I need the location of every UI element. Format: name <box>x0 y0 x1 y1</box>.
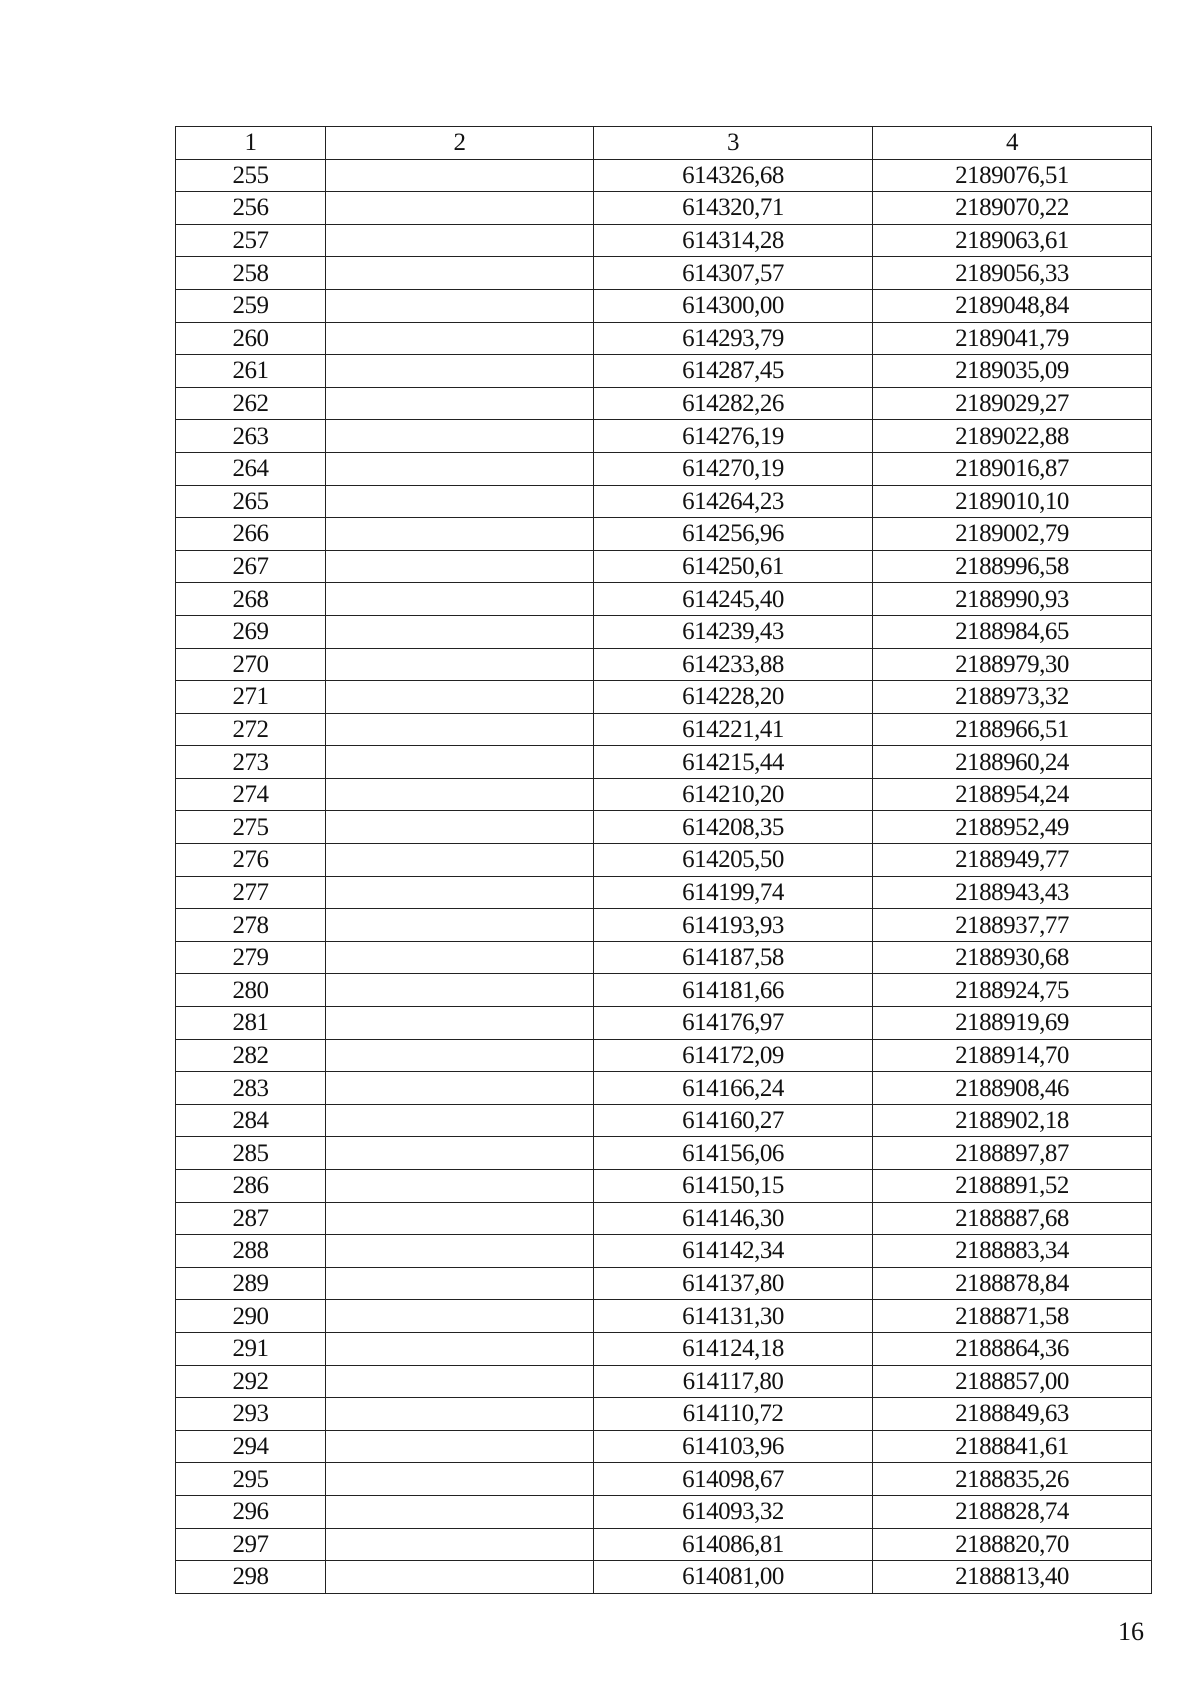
table-row <box>176 583 1152 616</box>
column-header-1: 1 <box>176 127 326 160</box>
table-row <box>176 1267 1152 1300</box>
x-coordinate-cell: 614176,97 <box>594 1007 873 1040</box>
description-cell <box>326 1332 594 1365</box>
y-coordinate-cell: 2189056,33 <box>873 257 1152 290</box>
y-coordinate-cell: 2188960,24 <box>873 746 1152 779</box>
column-header-2: 2 <box>326 127 594 160</box>
table-row <box>176 746 1152 779</box>
description-cell <box>326 909 594 942</box>
y-coordinate-cell: 2188990,93 <box>873 583 1152 616</box>
description-cell <box>326 224 594 257</box>
point-number-cell: 255 <box>176 159 326 192</box>
x-coordinate-cell: 614156,06 <box>594 1137 873 1170</box>
table-row <box>176 1300 1152 1333</box>
description-cell <box>326 192 594 225</box>
x-coordinate-cell: 614172,09 <box>594 1039 873 1072</box>
y-coordinate-cell: 2189076,51 <box>873 159 1152 192</box>
point-number-cell: 262 <box>176 387 326 420</box>
y-coordinate-cell: 2188828,74 <box>873 1495 1152 1528</box>
point-number-cell: 282 <box>176 1039 326 1072</box>
x-coordinate-cell: 614276,19 <box>594 420 873 453</box>
y-coordinate-cell: 2188984,65 <box>873 615 1152 648</box>
column-header-4: 4 <box>873 127 1152 160</box>
point-number-cell: 268 <box>176 583 326 616</box>
table-row <box>176 1430 1152 1463</box>
table-row <box>176 1332 1152 1365</box>
x-coordinate-cell: 614233,88 <box>594 648 873 681</box>
description-cell <box>326 257 594 290</box>
table-row <box>176 289 1152 322</box>
y-coordinate-cell: 2188871,58 <box>873 1300 1152 1333</box>
y-coordinate-cell: 2189035,09 <box>873 355 1152 388</box>
x-coordinate-cell: 614205,50 <box>594 844 873 877</box>
y-coordinate-cell: 2188883,34 <box>873 1235 1152 1268</box>
point-number-cell: 286 <box>176 1170 326 1203</box>
y-coordinate-cell: 2188820,70 <box>873 1528 1152 1561</box>
x-coordinate-cell: 614199,74 <box>594 876 873 909</box>
x-coordinate-cell: 614086,81 <box>594 1528 873 1561</box>
y-coordinate-cell: 2189029,27 <box>873 387 1152 420</box>
description-cell <box>326 322 594 355</box>
table-row <box>176 713 1152 746</box>
x-coordinate-cell: 614256,96 <box>594 518 873 551</box>
table-row <box>176 224 1152 257</box>
point-number-cell: 263 <box>176 420 326 453</box>
description-cell <box>326 1137 594 1170</box>
table-row <box>176 192 1152 225</box>
description-cell <box>326 1495 594 1528</box>
x-coordinate-cell: 614181,66 <box>594 974 873 1007</box>
y-coordinate-cell: 2188924,75 <box>873 974 1152 1007</box>
y-coordinate-cell: 2188943,43 <box>873 876 1152 909</box>
point-number-cell: 285 <box>176 1137 326 1170</box>
column-header-3: 3 <box>594 127 873 160</box>
y-coordinate-cell: 2189070,22 <box>873 192 1152 225</box>
y-coordinate-cell: 2188954,24 <box>873 778 1152 811</box>
description-cell <box>326 1463 594 1496</box>
y-coordinate-cell: 2189022,88 <box>873 420 1152 453</box>
table-body <box>176 159 1152 1593</box>
x-coordinate-cell: 614282,26 <box>594 387 873 420</box>
table-row <box>176 550 1152 583</box>
description-cell <box>326 387 594 420</box>
y-coordinate-cell: 2188979,30 <box>873 648 1152 681</box>
x-coordinate-cell: 614307,57 <box>594 257 873 290</box>
table-row <box>176 355 1152 388</box>
point-number-cell: 272 <box>176 713 326 746</box>
x-coordinate-cell: 614208,35 <box>594 811 873 844</box>
table-row <box>176 387 1152 420</box>
point-number-cell: 279 <box>176 941 326 974</box>
point-number-cell: 269 <box>176 615 326 648</box>
point-number-cell: 283 <box>176 1072 326 1105</box>
x-coordinate-cell: 614300,00 <box>594 289 873 322</box>
x-coordinate-cell: 614320,71 <box>594 192 873 225</box>
description-cell <box>326 648 594 681</box>
description-cell <box>326 811 594 844</box>
point-number-cell: 266 <box>176 518 326 551</box>
y-coordinate-cell: 2188930,68 <box>873 941 1152 974</box>
point-number-cell: 274 <box>176 778 326 811</box>
point-number-cell: 281 <box>176 1007 326 1040</box>
table-row <box>176 1398 1152 1431</box>
y-coordinate-cell: 2188813,40 <box>873 1561 1152 1594</box>
table-row <box>176 974 1152 1007</box>
description-cell <box>326 1365 594 1398</box>
x-coordinate-cell: 614221,41 <box>594 713 873 746</box>
x-coordinate-cell: 614264,23 <box>594 485 873 518</box>
x-coordinate-cell: 614239,43 <box>594 615 873 648</box>
point-number-cell: 256 <box>176 192 326 225</box>
description-cell <box>326 974 594 1007</box>
y-coordinate-cell: 2188996,58 <box>873 550 1152 583</box>
y-coordinate-cell: 2188864,36 <box>873 1332 1152 1365</box>
description-cell <box>326 713 594 746</box>
table-row <box>176 322 1152 355</box>
point-number-cell: 292 <box>176 1365 326 1398</box>
point-number-cell: 275 <box>176 811 326 844</box>
point-number-cell: 297 <box>176 1528 326 1561</box>
point-number-cell: 288 <box>176 1235 326 1268</box>
description-cell <box>326 1202 594 1235</box>
point-number-cell: 260 <box>176 322 326 355</box>
y-coordinate-cell: 2188966,51 <box>873 713 1152 746</box>
x-coordinate-cell: 614215,44 <box>594 746 873 779</box>
x-coordinate-cell: 614160,27 <box>594 1104 873 1137</box>
x-coordinate-cell: 614110,72 <box>594 1398 873 1431</box>
description-cell <box>326 1528 594 1561</box>
point-number-cell: 271 <box>176 681 326 714</box>
x-coordinate-cell: 614142,34 <box>594 1235 873 1268</box>
page-number: 16 <box>1118 1617 1144 1646</box>
point-number-cell: 273 <box>176 746 326 779</box>
description-cell <box>326 583 594 616</box>
point-number-cell: 293 <box>176 1398 326 1431</box>
x-coordinate-cell: 614131,30 <box>594 1300 873 1333</box>
y-coordinate-cell: 2188849,63 <box>873 1398 1152 1431</box>
table-row <box>176 1202 1152 1235</box>
y-coordinate-cell: 2188891,52 <box>873 1170 1152 1203</box>
y-coordinate-cell: 2188857,00 <box>873 1365 1152 1398</box>
description-cell <box>326 452 594 485</box>
point-number-cell: 289 <box>176 1267 326 1300</box>
table-row <box>176 648 1152 681</box>
point-number-cell: 259 <box>176 289 326 322</box>
point-number-cell: 257 <box>176 224 326 257</box>
x-coordinate-cell: 614146,30 <box>594 1202 873 1235</box>
x-coordinate-cell: 614250,61 <box>594 550 873 583</box>
table-row <box>176 1495 1152 1528</box>
description-cell <box>326 844 594 877</box>
description-cell <box>326 1235 594 1268</box>
point-number-cell: 264 <box>176 452 326 485</box>
x-coordinate-cell: 614098,67 <box>594 1463 873 1496</box>
x-coordinate-cell: 614093,32 <box>594 1495 873 1528</box>
point-number-cell: 276 <box>176 844 326 877</box>
table-row <box>176 1104 1152 1137</box>
y-coordinate-cell: 2188914,70 <box>873 1039 1152 1072</box>
description-cell <box>326 159 594 192</box>
description-cell <box>326 1170 594 1203</box>
x-coordinate-cell: 614166,24 <box>594 1072 873 1105</box>
description-cell <box>326 1267 594 1300</box>
table-row <box>176 1528 1152 1561</box>
y-coordinate-cell: 2188887,68 <box>873 1202 1152 1235</box>
point-number-cell: 267 <box>176 550 326 583</box>
table-row <box>176 1039 1152 1072</box>
point-number-cell: 278 <box>176 909 326 942</box>
description-cell <box>326 746 594 779</box>
description-cell <box>326 615 594 648</box>
y-coordinate-cell: 2188952,49 <box>873 811 1152 844</box>
description-cell <box>326 1561 594 1594</box>
table-row <box>176 876 1152 909</box>
y-coordinate-cell: 2188908,46 <box>873 1072 1152 1105</box>
point-number-cell: 294 <box>176 1430 326 1463</box>
y-coordinate-cell: 2188937,77 <box>873 909 1152 942</box>
point-number-cell: 261 <box>176 355 326 388</box>
point-number-cell: 258 <box>176 257 326 290</box>
y-coordinate-cell: 2188949,77 <box>873 844 1152 877</box>
table-row <box>176 420 1152 453</box>
y-coordinate-cell: 2188878,84 <box>873 1267 1152 1300</box>
y-coordinate-cell: 2188841,61 <box>873 1430 1152 1463</box>
table-row <box>176 681 1152 714</box>
description-cell <box>326 1072 594 1105</box>
x-coordinate-cell: 614287,45 <box>594 355 873 388</box>
x-coordinate-cell: 614314,28 <box>594 224 873 257</box>
x-coordinate-cell: 614103,96 <box>594 1430 873 1463</box>
description-cell <box>326 485 594 518</box>
table-row <box>176 811 1152 844</box>
point-number-cell: 295 <box>176 1463 326 1496</box>
y-coordinate-cell: 2188919,69 <box>873 1007 1152 1040</box>
table-row <box>176 1561 1152 1594</box>
table-row <box>176 452 1152 485</box>
x-coordinate-cell: 614150,15 <box>594 1170 873 1203</box>
table-row <box>176 1365 1152 1398</box>
description-cell <box>326 1300 594 1333</box>
x-coordinate-cell: 614124,18 <box>594 1332 873 1365</box>
x-coordinate-cell: 614187,58 <box>594 941 873 974</box>
x-coordinate-cell: 614228,20 <box>594 681 873 714</box>
coordinates-table <box>175 126 1152 1594</box>
point-number-cell: 287 <box>176 1202 326 1235</box>
table-row <box>176 1463 1152 1496</box>
y-coordinate-cell: 2188835,26 <box>873 1463 1152 1496</box>
table-header-row <box>176 127 1152 160</box>
description-cell <box>326 681 594 714</box>
point-number-cell: 290 <box>176 1300 326 1333</box>
x-coordinate-cell: 614193,93 <box>594 909 873 942</box>
table-row <box>176 778 1152 811</box>
table-row <box>176 1137 1152 1170</box>
y-coordinate-cell: 2189010,10 <box>873 485 1152 518</box>
x-coordinate-cell: 614270,19 <box>594 452 873 485</box>
table-row <box>176 615 1152 648</box>
y-coordinate-cell: 2189063,61 <box>873 224 1152 257</box>
x-coordinate-cell: 614081,00 <box>594 1561 873 1594</box>
x-coordinate-cell: 614293,79 <box>594 322 873 355</box>
y-coordinate-cell: 2189041,79 <box>873 322 1152 355</box>
y-coordinate-cell: 2189002,79 <box>873 518 1152 551</box>
point-number-cell: 265 <box>176 485 326 518</box>
point-number-cell: 280 <box>176 974 326 1007</box>
x-coordinate-cell: 614245,40 <box>594 583 873 616</box>
table-row <box>176 257 1152 290</box>
table-row <box>176 1072 1152 1105</box>
y-coordinate-cell: 2188897,87 <box>873 1137 1152 1170</box>
x-coordinate-cell: 614137,80 <box>594 1267 873 1300</box>
y-coordinate-cell: 2189048,84 <box>873 289 1152 322</box>
point-number-cell: 296 <box>176 1495 326 1528</box>
table-row <box>176 941 1152 974</box>
point-number-cell: 298 <box>176 1561 326 1594</box>
table-row <box>176 485 1152 518</box>
description-cell <box>326 420 594 453</box>
table-row <box>176 844 1152 877</box>
point-number-cell: 284 <box>176 1104 326 1137</box>
table-row <box>176 159 1152 192</box>
y-coordinate-cell: 2188973,32 <box>873 681 1152 714</box>
description-cell <box>326 289 594 322</box>
description-cell <box>326 941 594 974</box>
point-number-cell: 270 <box>176 648 326 681</box>
x-coordinate-cell: 614210,20 <box>594 778 873 811</box>
description-cell <box>326 1039 594 1072</box>
y-coordinate-cell: 2188902,18 <box>873 1104 1152 1137</box>
table-row <box>176 518 1152 551</box>
description-cell <box>326 1430 594 1463</box>
point-number-cell: 277 <box>176 876 326 909</box>
table-row <box>176 1235 1152 1268</box>
x-coordinate-cell: 614117,80 <box>594 1365 873 1398</box>
description-cell <box>326 355 594 388</box>
table-row <box>176 1007 1152 1040</box>
x-coordinate-cell: 614326,68 <box>594 159 873 192</box>
description-cell <box>326 550 594 583</box>
description-cell <box>326 518 594 551</box>
table-row <box>176 1170 1152 1203</box>
description-cell <box>326 1007 594 1040</box>
point-number-cell: 291 <box>176 1332 326 1365</box>
description-cell <box>326 1398 594 1431</box>
y-coordinate-cell: 2189016,87 <box>873 452 1152 485</box>
description-cell <box>326 876 594 909</box>
description-cell <box>326 778 594 811</box>
table-row <box>176 909 1152 942</box>
description-cell <box>326 1104 594 1137</box>
